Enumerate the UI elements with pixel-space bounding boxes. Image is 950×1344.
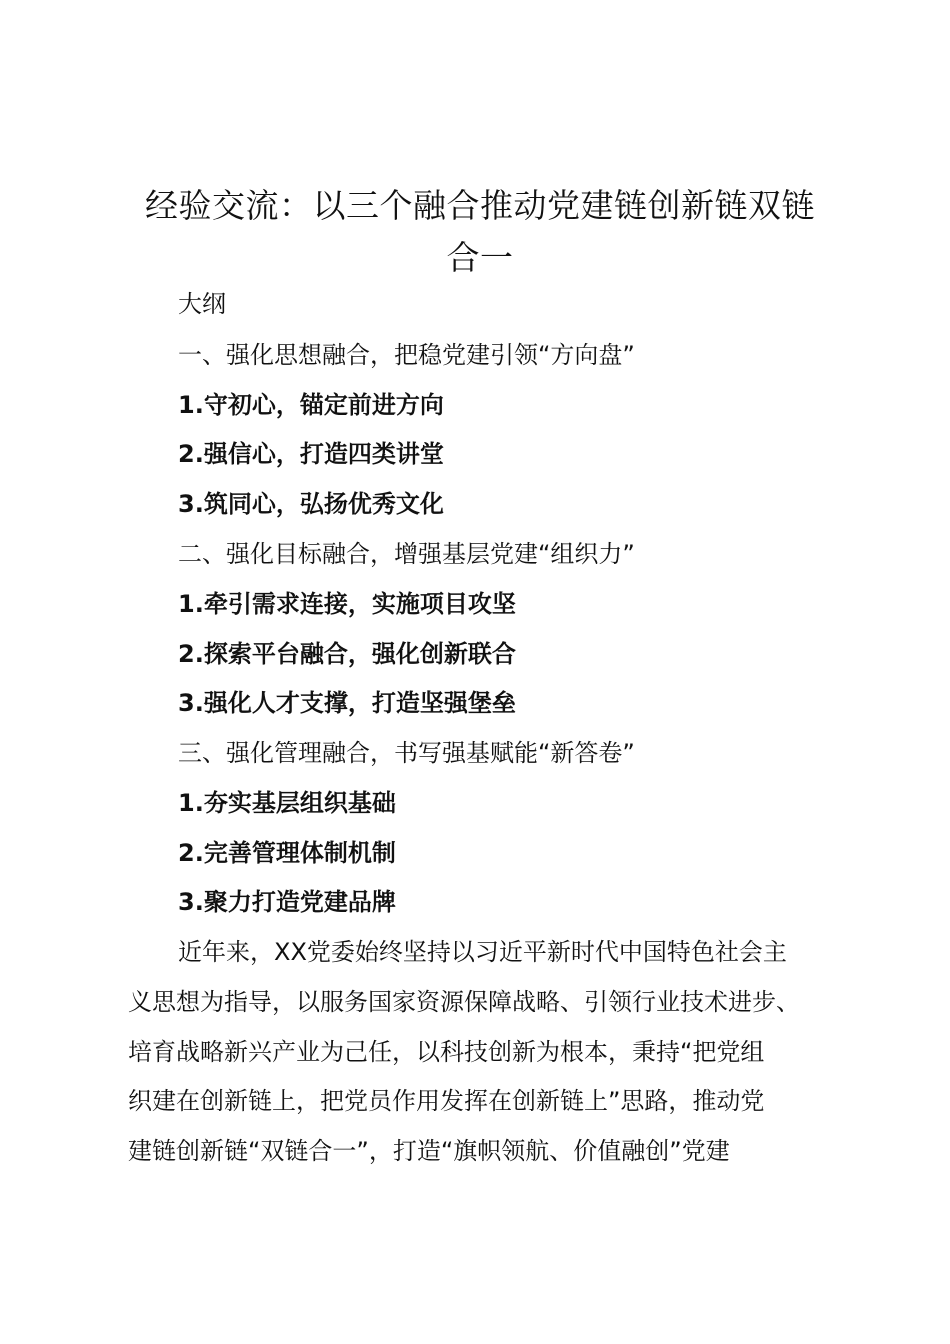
outline-item-1-2: 2.强信心，打造四类讲堂 xyxy=(178,440,444,468)
body-paragraph-line-4: 织建在创新链上，把党员作用发挥在创新链上”思路，推动党 xyxy=(128,1087,765,1115)
body-paragraph-line-1: 近年来，XX党委始终坚持以习近平新时代中国特色社会主 xyxy=(178,938,787,966)
body-paragraph-line-3: 培育战略新兴产业为己任，以科技创新为根本，秉持“把党组 xyxy=(128,1038,765,1066)
outline-item-1-1: 1.守初心，锚定前进方向 xyxy=(178,391,444,419)
body-paragraph-line-5: 建链创新链“双链合一”，打造“旗帜领航、价值融创”党建 xyxy=(128,1137,730,1165)
outline-item-3-3: 3.聚力打造党建品牌 xyxy=(178,888,396,916)
document-title-line-2: 合一 xyxy=(446,238,514,277)
outline-item-3-2: 2.完善管理体制机制 xyxy=(178,839,396,867)
document-title-line-1: 经验交流：以三个融合推动党建链创新链双链 xyxy=(145,186,815,225)
outline-item-3-1: 1.夯实基层组织基础 xyxy=(178,789,396,817)
outline-item-2-1: 1.牵引需求连接，实施项目攻坚 xyxy=(178,590,516,618)
outline-heading-1: 一、强化思想融合，把稳党建引领“方向盘” xyxy=(178,341,635,369)
outline-heading-2: 二、强化目标融合，增强基层党建“组织力” xyxy=(178,540,635,568)
body-paragraph-line-2: 义思想为指导，以服务国家资源保障战略、引领行业技术进步、 xyxy=(128,988,800,1016)
outline-label: 大纲 xyxy=(178,290,226,318)
outline-item-2-2: 2.探索平台融合，强化创新联合 xyxy=(178,640,516,668)
outline-item-1-3: 3.筑同心，弘扬优秀文化 xyxy=(178,490,444,518)
outline-item-2-3: 3.强化人才支撑，打造坚强堡垒 xyxy=(178,689,516,717)
outline-heading-3: 三、强化管理融合，书写强基赋能“新答卷” xyxy=(178,739,635,767)
